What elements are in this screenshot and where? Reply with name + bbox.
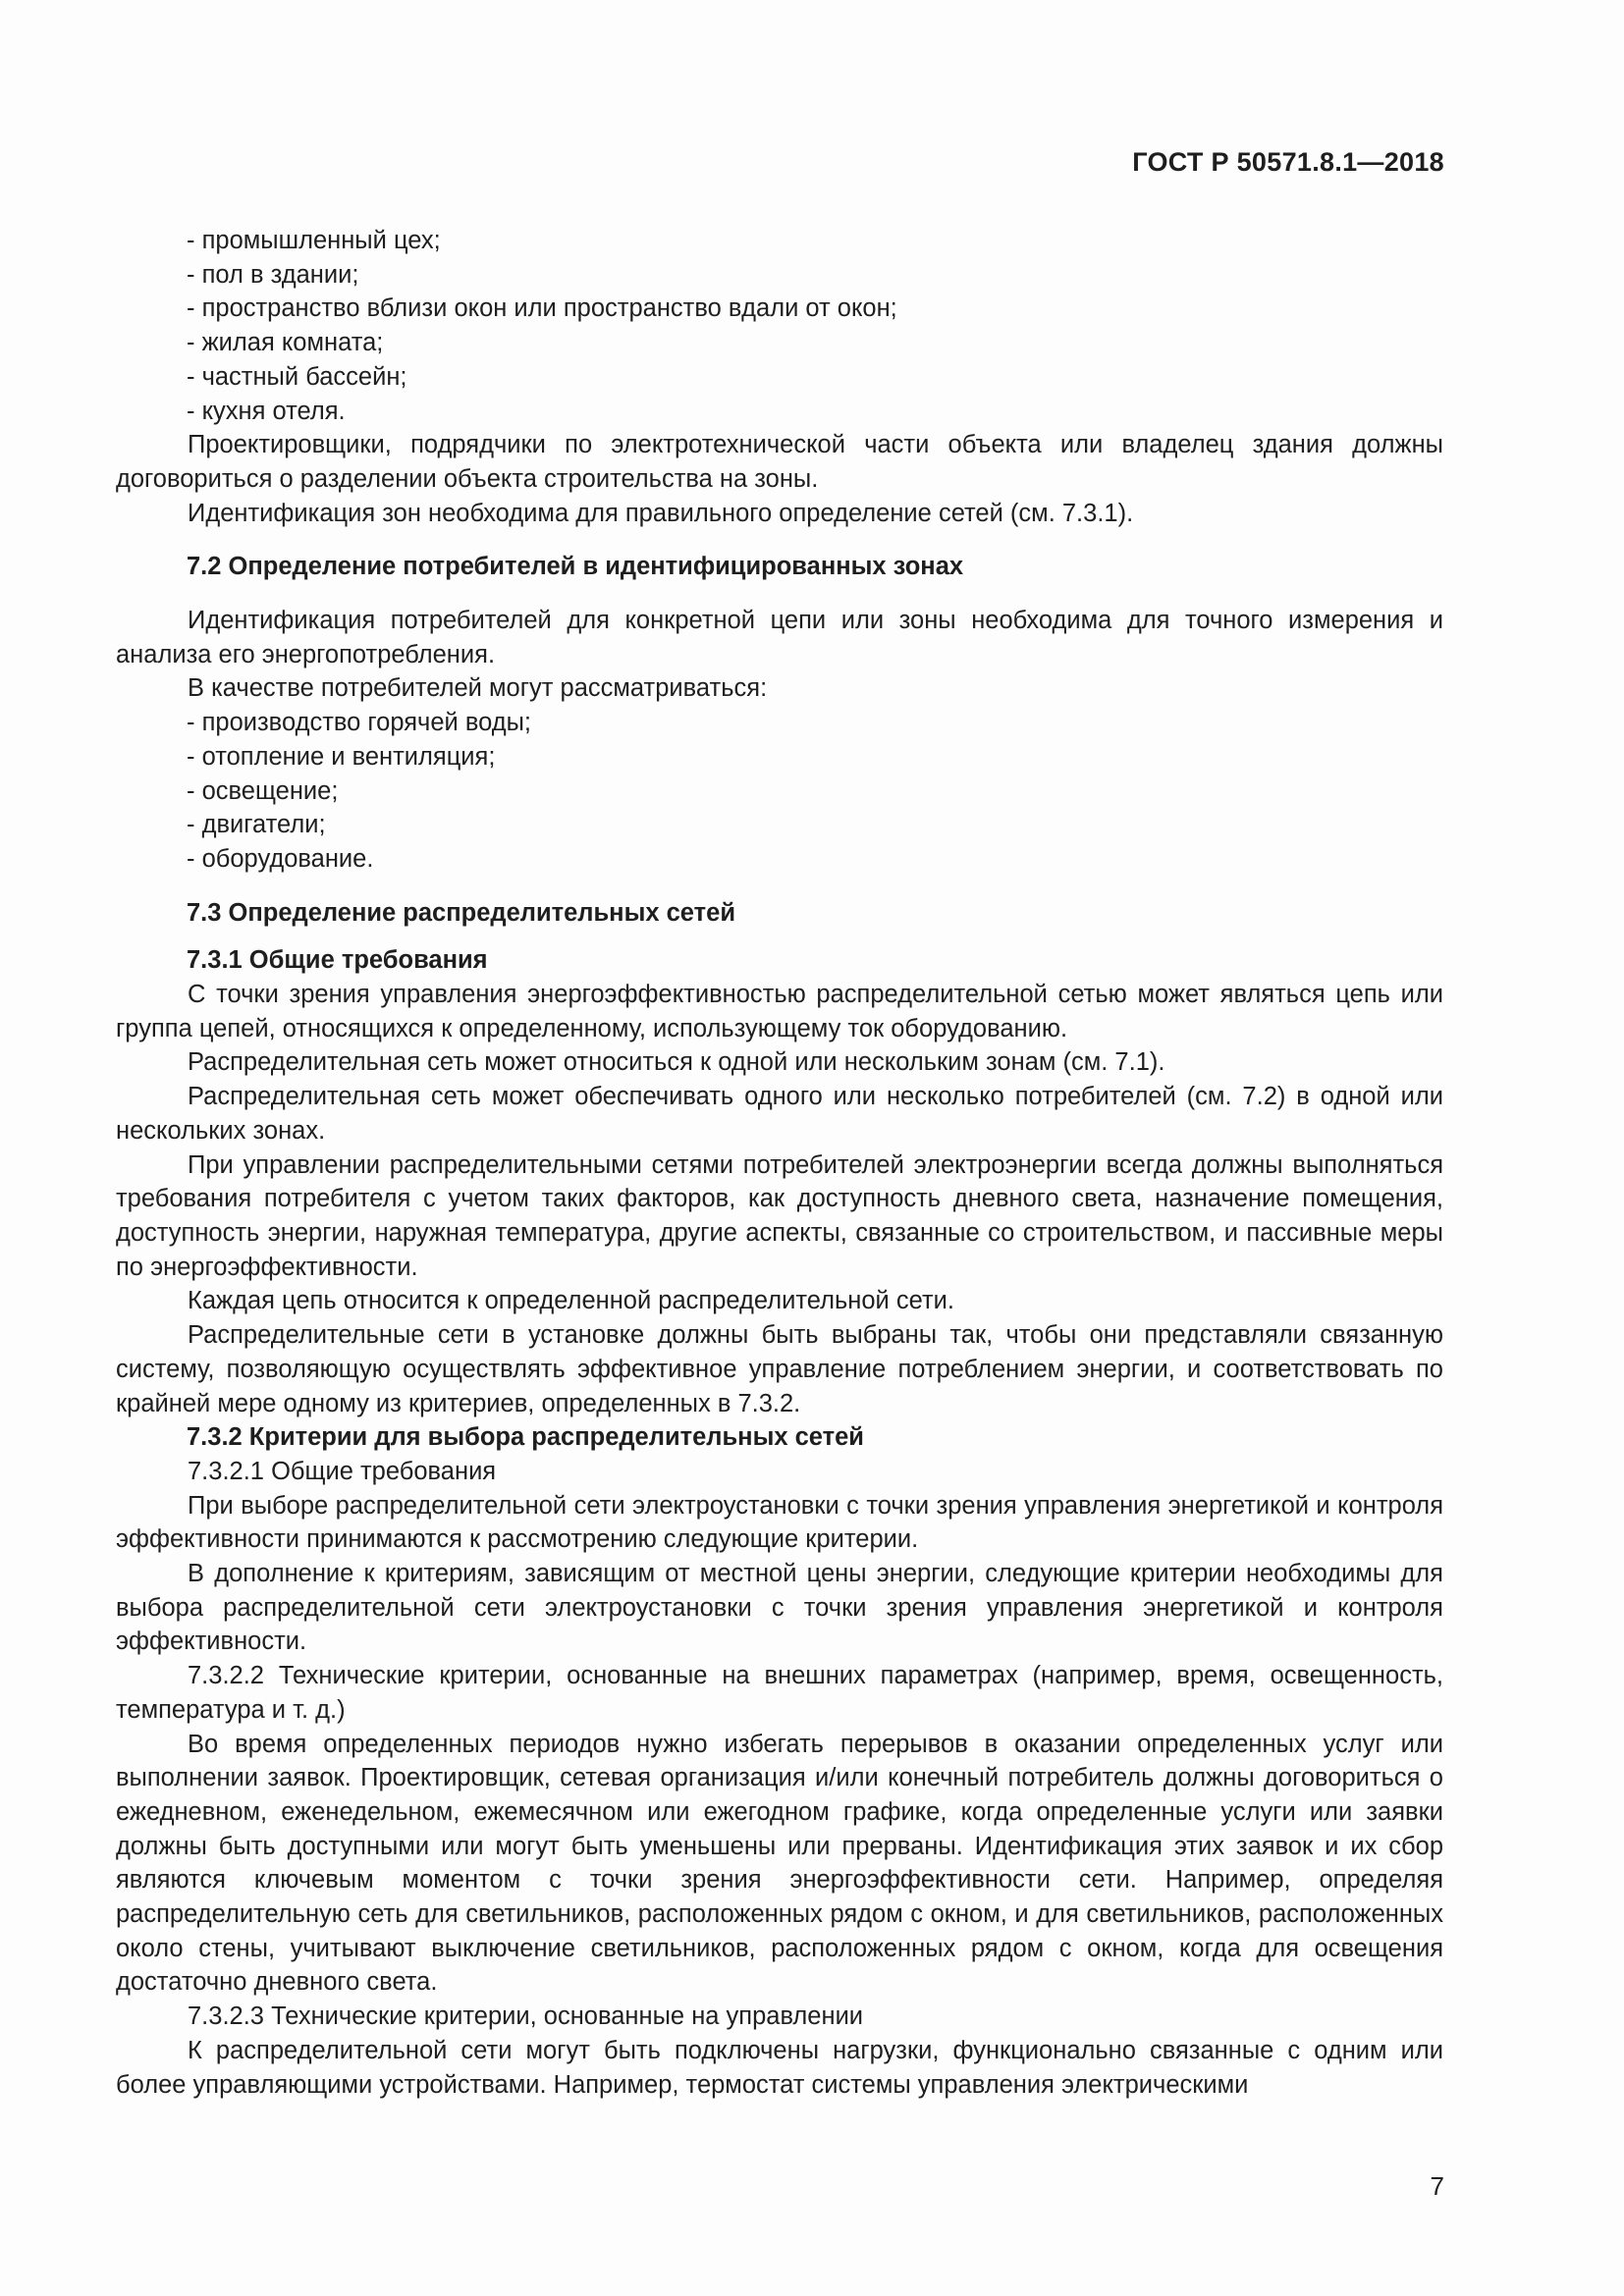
subsection-heading-7-3-1: 7.3.1 Общие требования (187, 946, 488, 975)
clause-heading-7-3-2-1: 7.3.2.1 Общие требования (188, 1457, 497, 1485)
list-item: - кухня отеля. (187, 397, 346, 425)
list-item: - производство горячей воды; (187, 709, 531, 737)
list-item: - оборудование. (187, 844, 374, 873)
paragraph: При выборе распределительной сети электроустановки с точки зрения управления энергетикой и контроля эффективности принимаются к рассмотрению следующие критерии. (116, 1491, 1443, 1554)
list-item: - отопление и вентиляция; (187, 742, 496, 771)
clause-heading-7-3-2-2: 7.3.2.2 Технические критерии, основанные на внешних параметрах (например, время, освещенность, температура и т. д.) (116, 1662, 1443, 1724)
paragraph: В дополнение к критериям, зависящим от местной цены энергии, следующие критерии необходимы для выбора распределительной сети электроустановки с точки зрения управления энергетикой и контроля эффективности. (116, 1560, 1443, 1656)
page-content (116, 224, 1443, 2102)
zones-list (116, 224, 1443, 428)
list-item: - пол в здании; (187, 260, 359, 289)
page-number: 7 (1430, 2171, 1444, 2201)
document-code: ГОСТ Р 50571.8.1—2018 (1132, 147, 1444, 177)
list-item: - двигатели; (187, 811, 326, 839)
paragraph: Распределительная сеть может обеспечивать одного или несколько потребителей (см. 7.2) в одной или нескольких зонах. (116, 1083, 1443, 1145)
section-heading-7-2: 7.2 Определение потребителей в идентифицированных зонах (187, 553, 964, 581)
paragraph: При управлении распределительными сетями потребителей электроэнергии всегда должны выполняться требования потребителя с учетом таких факторов, как доступность дневного света, назначение помещения, доступность энергии, наружная температура, другие аспекты, связанные со строительством, и пассивные меры по энергоэффективности. (116, 1150, 1443, 1281)
list-item: - жилая комната; (187, 329, 384, 357)
paragraph: В качестве потребителей могут рассматриваться: (188, 674, 768, 703)
clause-heading-7-3-2-3: 7.3.2.3 Технические критерии, основанные на управлении (188, 2002, 864, 2031)
list-item: - освещение; (187, 776, 339, 805)
paragraph: С точки зрения управления энергоэффективностью распределительной сетью может являться цепь или группа цепей, относящихся к определенному, использующему ток оборудованию. (116, 981, 1443, 1042)
paragraph: Распределительные сети в установке должны быть выбраны так, чтобы они представляли связанную систему, позволяющую осуществлять эффективное управление потреблением энергии, и соответствовать по крайней мере одному из критериев, определенных в 7.3.2. (116, 1321, 1443, 1417)
section-heading-7-3: 7.3 Определение распределительных сетей (187, 898, 735, 927)
list-item: - промышленный цех; (187, 227, 441, 254)
list-item: - частный бассейн; (187, 362, 407, 391)
subsection-heading-7-3-2: 7.3.2 Критерии для выбора распределительных сетей (187, 1423, 864, 1452)
list-item: - пространство вблизи окон или пространство вдали от окон; (187, 294, 897, 323)
paragraph-zoning: Проектировщики, подрядчики по электротехнической части объекта или владелец здания должны договориться о разделении объекта строительства на зоны. (116, 431, 1443, 493)
paragraph: К распределительной сети могут быть подключены нагрузки, функционально связанные с одним или более управляющими устройствами. Например, термостат системы управления электрическими (116, 2036, 1443, 2099)
paragraph: Во время определенных периодов нужно избегать перерывов в оказании определенных услуг или выполнении заявок. Проектировщик, сетевая организация и/или конечный потребитель должны договориться о ежедневном, еженедельном, ежемесячном или ежегодном графике, когда определенные услуги или заявки должны быть доступными или могут быть уменьшены или прерваны. Идентификация этих заявок и их сбор являются ключевым моментом с точки зрения энергоэффективности сети. Например, определяя распределительную сеть для светильников, расположенных рядом с окном, и для светильников, расположенных около стены, учитывают выключение светильников, расположенных рядом с окном, когда для освещения достаточно дневного света. (116, 1730, 1443, 1997)
paragraph: Идентификация потребителей для конкретной цепи или зоны необходима для точного измерения и анализа его энергопотребления. (116, 607, 1443, 668)
consumers-list (116, 706, 1443, 877)
paragraph: Распределительная сеть может относиться к одной или нескольким зонам (см. 7.1). (188, 1048, 1165, 1077)
paragraph: Каждая цепь относится к определенной распределительной сети. (188, 1287, 954, 1315)
paragraph-zone-identification: Идентификация зон необходима для правильного определение сетей (см. 7.3.1). (188, 499, 1134, 527)
